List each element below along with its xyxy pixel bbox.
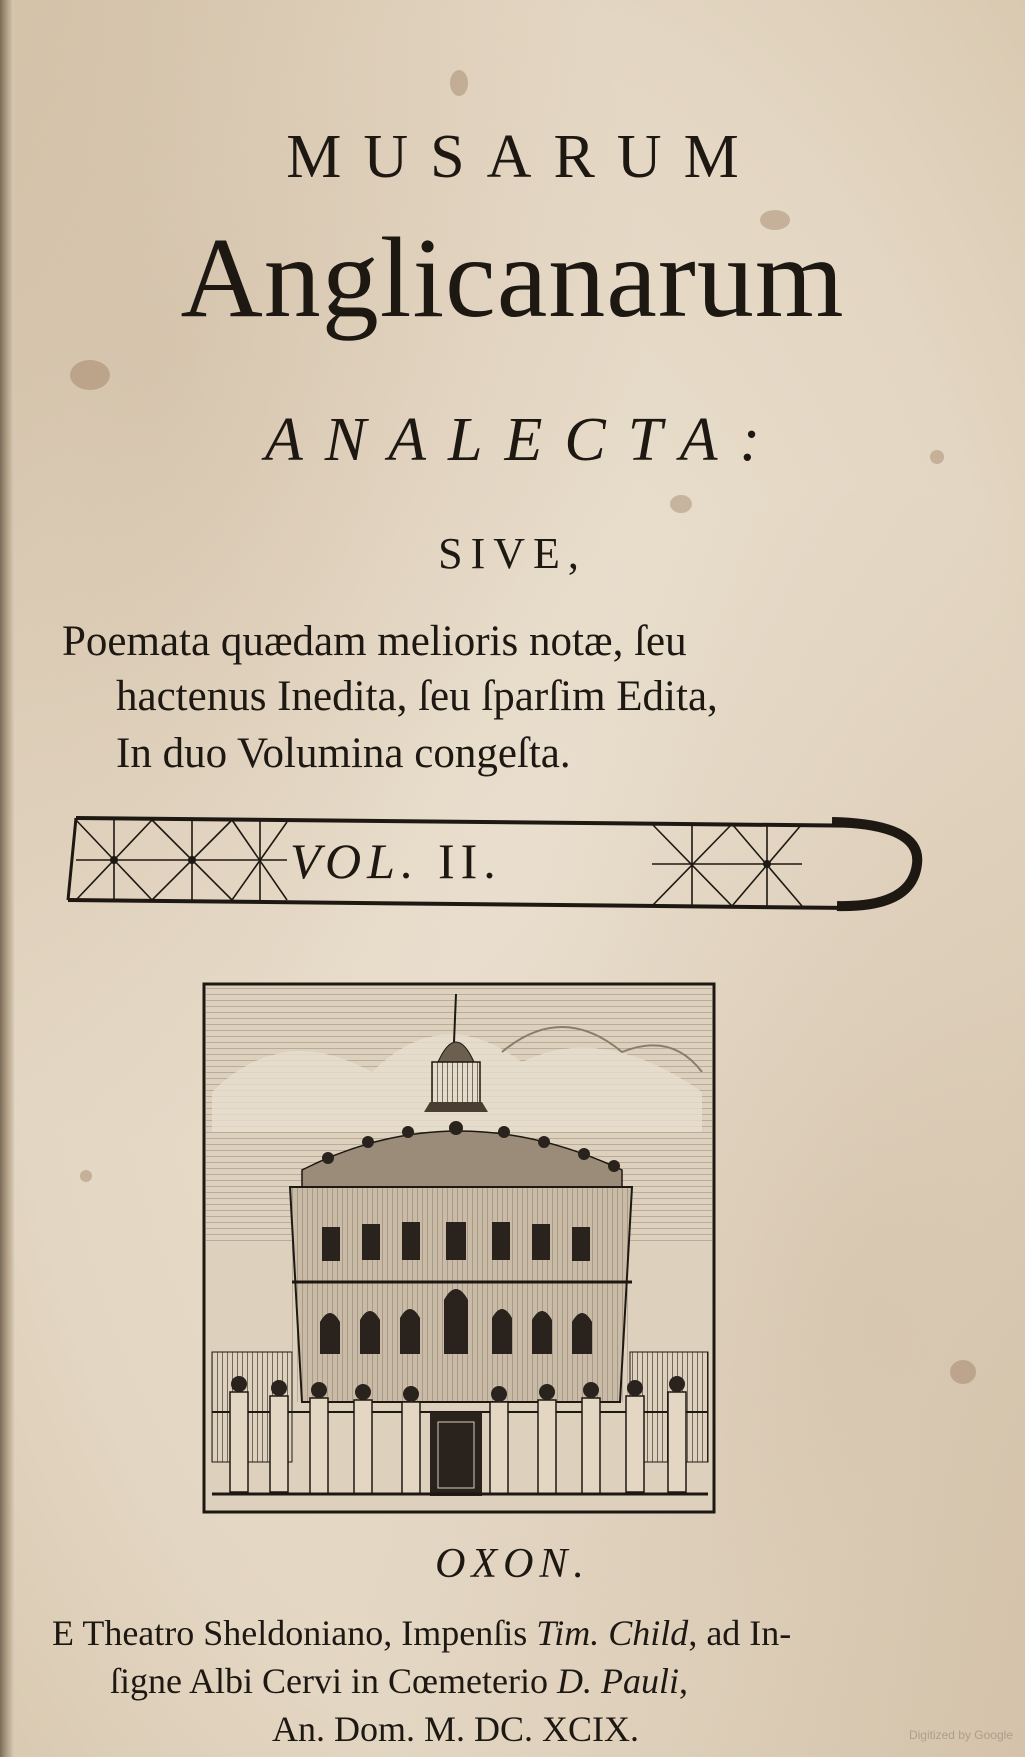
- imprint-1-tail: , ad In-: [688, 1613, 792, 1653]
- imprint-line-2: [110, 1660, 688, 1702]
- title-line-sive: SIVE,: [438, 529, 587, 578]
- imprint-1-text: E Theatro Sheldoniano, Impenſis: [52, 1613, 537, 1653]
- subtitle-line-2: hactenus Inedita, ſeu ſparſim Edita,: [116, 673, 718, 720]
- imprint-line-1: [52, 1612, 791, 1654]
- volume-label: [290, 832, 502, 890]
- volume-ornament-bar: [62, 808, 942, 912]
- foxing-spot: [80, 1170, 92, 1182]
- imprint-2-tail: ,: [678, 1661, 688, 1701]
- title-line-analecta: ANALECTA:: [264, 406, 783, 474]
- churchyard-name: D. Pauli: [556, 1661, 679, 1701]
- digitization-watermark: Digitized by Google: [908, 1728, 1013, 1742]
- title-line-anglicanarum: Anglicanarum: [180, 214, 845, 341]
- subtitle-line-3: In duo Volumina congeſta.: [116, 730, 571, 777]
- title-line-musarum: MUSARUM: [286, 123, 761, 191]
- publisher-name: Tim. Child: [536, 1613, 689, 1653]
- foxing-spot: [450, 70, 468, 96]
- foxing-spot: [670, 495, 692, 513]
- foxing-spot: [70, 360, 110, 390]
- foxing-spot: [950, 1360, 976, 1384]
- place-of-publication: OXON.: [435, 1541, 590, 1587]
- subtitle-line-1: Poemata quædam melioris notæ, ſeu: [62, 618, 687, 665]
- imprint-2-text: ſigne Albi Cervi in Cœmeterio: [110, 1661, 557, 1701]
- volume-label-prefix: VOL.: [290, 833, 420, 889]
- volume-number: II.: [437, 833, 502, 889]
- imprint-date: An. Dom. M. DC. XCIX.: [272, 1709, 640, 1749]
- sheldonian-theatre-engraving: [202, 982, 716, 1514]
